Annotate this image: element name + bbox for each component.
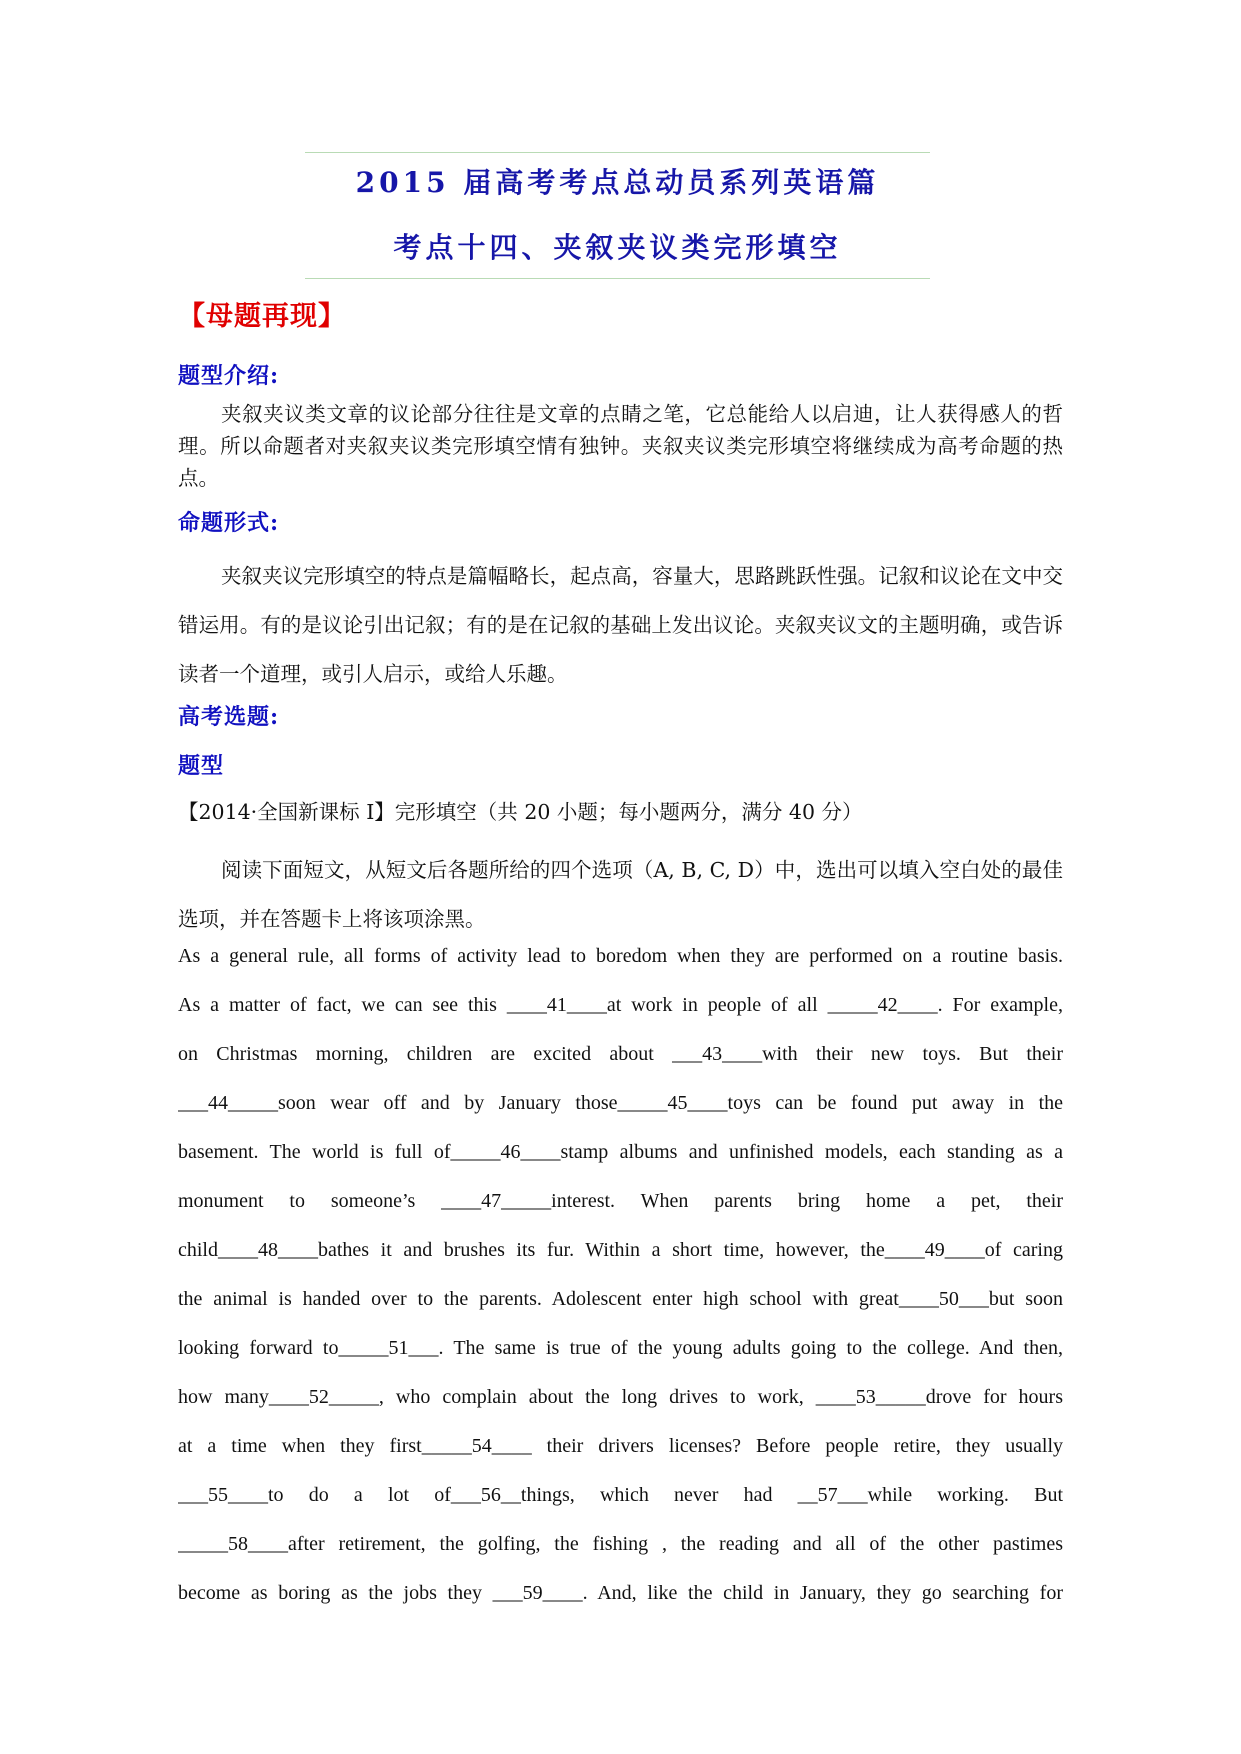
passage-line: become as boring as the jobs they ___59____. And, like the child in January, they go searching for	[178, 1582, 1063, 1604]
section-tag: 【母题再现】	[178, 301, 346, 332]
type-intro-heading: 题型介绍:	[178, 363, 280, 389]
exam-source-text: 【2014·全国新课标 I】完形填空（共 20 小题；每小题两分，满分 40 分）	[178, 800, 863, 824]
passage-line: looking forward to_____51___. The same is true of the young adults going to the college. And then,	[178, 1337, 1063, 1359]
passage-line: the animal is handed over to the parents. Adolescent enter high school with great____50___but soon	[178, 1288, 1063, 1310]
type-intro-text: 夹叙夹议类文章的议论部分往往是文章的点睛之笔，它总能给人以启迪，让人获得感人的哲理。所以命题者对夹叙夹议类完形填空情有独钟。夹叙夹议类完形填空将继续成为高考命题的热点。	[178, 402, 1063, 490]
title-top-rule	[305, 152, 930, 153]
passage-line: As a matter of fact, we can see this ____41____at work in people of all _____42____. For example,	[178, 994, 1063, 1016]
passage-line: basement. The world is full of_____46____stamp albums and unfinished models, each standing as a	[178, 1141, 1063, 1163]
passage-line: monument to someone’s ____47_____interest. When parents bring home a pet, their	[178, 1190, 1063, 1212]
passage-line: ___55____to do a lot of___56__things, which never had __57___while working. But	[178, 1484, 1063, 1506]
selected-heading: 高考选题:	[178, 704, 280, 730]
document-title: 2015 届高考考点总动员系列英语篇	[355, 166, 880, 199]
passage-line: _____58____after retirement, the golfing, the fishing , the reading and all of the other pastimes	[178, 1533, 1063, 1555]
passage-line: on Christmas morning, children are excited about ___43____with their new toys. But their	[178, 1043, 1063, 1065]
document-subtitle: 考点十四、夹叙夹议类完形填空	[393, 231, 842, 264]
question-form-paragraph	[178, 552, 1063, 699]
question-form-text: 夹叙夹议完形填空的特点是篇幅略长，起点高，容量大，思路跳跃性强。记叙和议论在文中交错运用。有的是议论引出记叙；有的是在记叙的基础上发出议论。夹叙夹议文的主题明确，或告诉读者一个道理，或引人启示，或给人乐趣。	[178, 564, 1063, 686]
selected-subheading: 题型	[178, 753, 225, 779]
title-bottom-rule	[305, 278, 930, 279]
instruction-text: 阅读下面短文，从短文后各题所给的四个选项（A, B, C, D）中，选出可以填入空白处的最佳选项，并在答题卡上将该项涂黑。	[178, 858, 1063, 931]
exam-source	[178, 797, 1063, 827]
instruction-paragraph	[178, 846, 1063, 944]
passage-line: how many____52_____, who complain about the long drives to work, ____53_____drove for hours	[178, 1386, 1063, 1408]
passage-line: ___44_____soon wear off and by January those_____45____toys can be found put away in the	[178, 1092, 1063, 1114]
passage-line: As a general rule, all forms of activity lead to boredom when they are performed on a routine basis.	[178, 945, 1063, 967]
passage-line: child____48____bathes it and brushes its fur. Within a short time, however, the____49____of caring	[178, 1239, 1063, 1261]
question-form-heading: 命题形式:	[178, 510, 280, 536]
passage-line: at a time when they first_____54____ their drivers licenses? Before people retire, they usually	[178, 1435, 1063, 1457]
type-intro-paragraph	[178, 398, 1063, 494]
